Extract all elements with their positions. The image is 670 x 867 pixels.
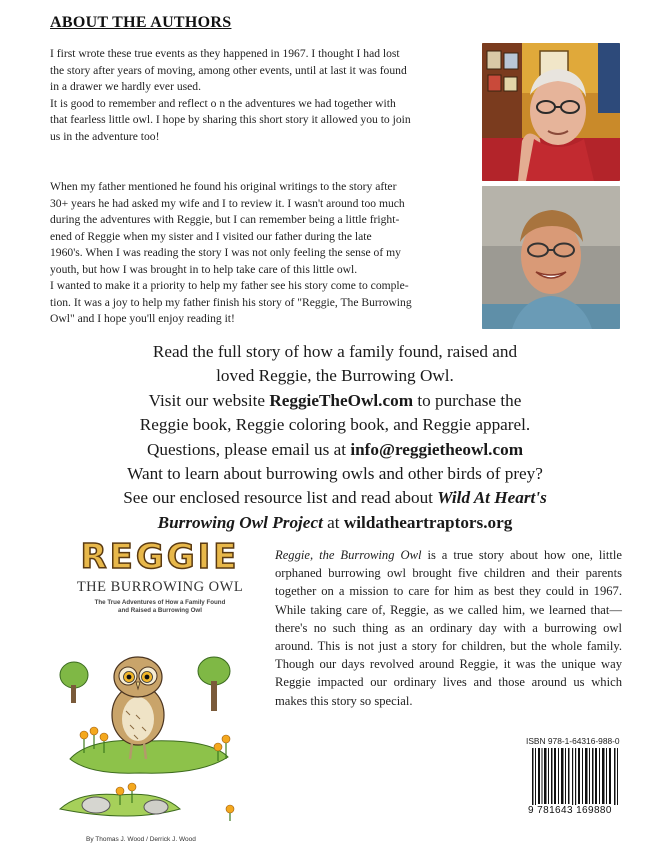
bio-line: It is good to remember and reflect o n the adventures we had together with xyxy=(50,96,396,110)
bio-line: ened of Reggie when my sister and I visited our father during the late xyxy=(50,229,372,243)
cover-tagline-line: and Raised a Burrowing Owl xyxy=(118,606,202,614)
bio-line: tion. It was a joy to help my father finish his story of "Reggie, The Burrowing xyxy=(50,295,412,309)
promo-text: Visit our website xyxy=(148,390,270,410)
author-bio-derrick xyxy=(50,179,468,328)
bio-line: 30+ years he had asked my wife and I to review it. I wasn't around too much xyxy=(50,196,405,210)
promo-line-email xyxy=(40,438,630,462)
promo-text: at xyxy=(322,512,344,532)
cover-title: REGGIE xyxy=(80,537,240,577)
website-link[interactable]: ReggieTheOwl.com xyxy=(269,390,414,410)
bio-line: the story after years of moving, among other events, until at last it was found xyxy=(50,63,407,77)
email-link[interactable]: info@reggietheowl.com xyxy=(350,439,524,459)
promo-text: See our enclosed resource list and read about xyxy=(123,488,438,508)
book-description xyxy=(275,546,622,710)
promo-block xyxy=(40,340,630,535)
promo-line: Reggie book, Reggie coloring book, and Reggie apparel. xyxy=(139,415,531,435)
about-authors-heading: ABOUT THE AUTHORS xyxy=(50,14,232,31)
description-text: is a true story about how one, little orphaned burrowing owl brought five children and their parents together on a mission to care for him as best they could in 1967. While taking care of, Reggie, as we called him, we learned that—there's no such thing as an ordinary day with a burrowing owl around. This is not just a story for children, but the whole family. Though our days revolved around Reggie, it was the unique way Reggie impacted our ordinary lives and those around us which makes this story so special. xyxy=(275,548,622,708)
barcode xyxy=(530,748,622,812)
promo-line: loved Reggie, the Burrowing Owl. xyxy=(216,366,454,386)
bio-line: in a drawer we hardly ever used. xyxy=(50,80,201,93)
bio-line: I first wrote these true events as they happened in 1967. I thought I had lost xyxy=(50,47,400,60)
cover-tagline xyxy=(72,599,248,614)
promo-line-website xyxy=(40,389,630,413)
barcode-digits: 9 781643 169880 xyxy=(527,805,627,816)
bio-line: 1960's. When I was reading the story I was not only feeling the sense of my xyxy=(50,246,401,259)
cover-tagline-line: The True Adventures of How a Family Found xyxy=(94,599,226,606)
promo-line: Read the full story of how a family found, raised and xyxy=(152,342,518,361)
wild-at-heart-link[interactable]: wildatheartraptors.org xyxy=(343,512,513,532)
project-name: Burrowing Owl Project xyxy=(157,512,323,532)
author-photo-thomas xyxy=(482,43,620,181)
promo-line-resource xyxy=(40,486,630,510)
bio-line: us in the adventure too! xyxy=(50,129,160,143)
promo-line-project xyxy=(40,511,630,535)
bio-line: When my father mentioned he found his original writings to the story after xyxy=(50,180,397,193)
author-photo-derrick xyxy=(482,186,620,329)
promo-text: to purchase the xyxy=(413,390,522,410)
owl-illustration xyxy=(50,619,260,823)
promo-line: Want to learn about burrowing owls and other birds of prey? xyxy=(127,464,543,484)
project-name: Wild At Heart's xyxy=(437,488,547,508)
cover-byline: By Thomas J. Wood / Derrick J. Wood xyxy=(86,836,196,843)
book-title-inline: Reggie, the Burrowing Owl xyxy=(275,548,422,562)
bio-line: I wanted to make it a priority to help my father see his story come to comple- xyxy=(50,279,409,292)
book-cover-thumbnail xyxy=(50,533,260,823)
author-bio-thomas xyxy=(50,46,468,145)
cover-subtitle: THE BURROWING OWL xyxy=(76,579,244,595)
bio-line: that fearless little owl. I hope by sharing this short story it allowed you to join xyxy=(50,113,411,126)
bio-line: Owl" and I hope you'll enjoy reading it! xyxy=(50,312,235,325)
promo-text: Questions, please email us at xyxy=(146,439,351,459)
bio-line: during the adventures with Reggie, but I can remember being a little fright- xyxy=(50,213,400,226)
bio-line: youth, but how I was brought in to help take care of this little owl. xyxy=(50,262,358,276)
isbn-label: ISBN 978-1-64316-988-0 xyxy=(526,736,620,746)
